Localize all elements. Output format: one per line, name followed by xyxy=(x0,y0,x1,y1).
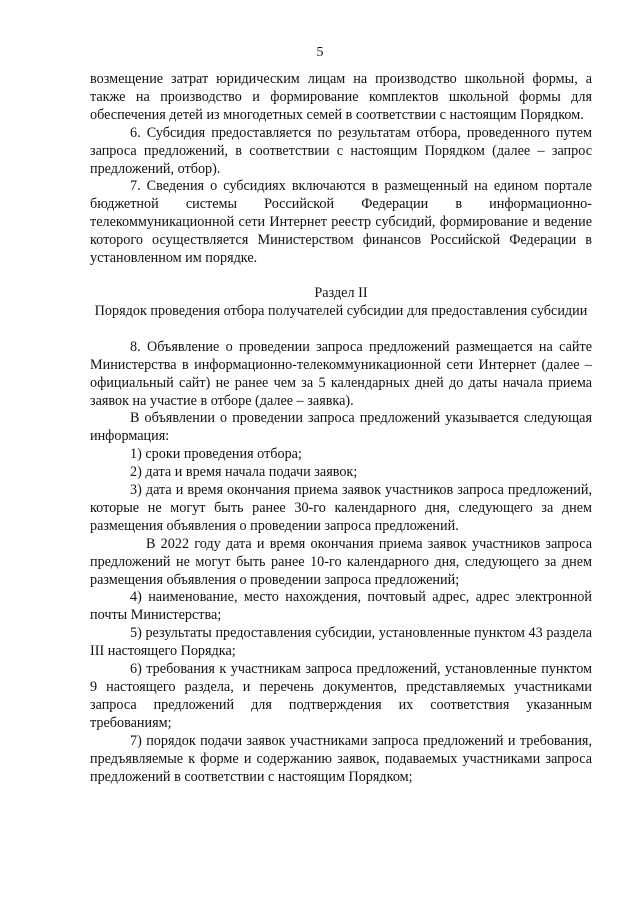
list-item-5: 5) результаты предоставления субсидии, установленные пунктом 43 раздела III настоящего Порядка; xyxy=(90,625,592,660)
list-item-4: 4) наименование, место нахождения, почтовый адрес, адрес электронной почты Министерства; xyxy=(90,589,592,624)
section-number: Раздел II xyxy=(314,284,368,301)
paragraph-continuation: возмещение затрат юридическим лицам на производство школьной формы, а также на производство и формирование комплектов школьной формы для обеспечения детей из многодетных семей в соответствии с настоящим Порядком. xyxy=(90,71,592,123)
paragraph-2022: В 2022 году дата и время окончания приема заявок участников запроса предложений не могут быть ранее 10-го календарного дня, следующего за днем размещения объявления о проведении запроса предложений; xyxy=(90,535,592,588)
paragraph-8: 8. Объявление о проведении запроса предложений размещается на сайте Министерства в информационно-телекоммуникационной сети Интернет (далее – официальный сайт) не ранее чем за 5 календарных дней до даты начала приема заявок на участие в отборе (далее – заявка). xyxy=(90,338,592,409)
list-item-3: 3) дата и время окончания приема заявок участников запроса предложений, которые не могут быть ранее 30-го календарного дня, следующего за днем размещения объявления о проведении запроса предложений. xyxy=(90,482,592,534)
list-item-1: 1) сроки проведения отбора; xyxy=(130,446,302,463)
section-title: Порядок проведения отбора получателей субсидии для предоставления субсидии xyxy=(94,302,588,319)
page-number: 5 xyxy=(316,45,324,60)
paragraph-announcement-info: В объявлении о проведении запроса предложений указывается следующая информация: xyxy=(90,410,592,445)
paragraph-6: 6. Субсидия предоставляется по результатам отбора, проведенного путем запроса предложений, в соответствии с настоящим Порядком (далее – запрос предложений, отбор). xyxy=(90,124,592,177)
document-body xyxy=(90,71,592,786)
list-item-6: 6) требования к участникам запроса предложений, установленные пунктом 9 настоящего раздела, и перечень документов, представляемых участниками запроса предложений для подтверждения их соответствия указанным требованиям; xyxy=(90,661,592,731)
list-item-7: 7) порядок подачи заявок участниками запроса предложений и требования, предъявляемые к форме и содержанию заявок, подаваемых участниками запроса предложений в соответствии с настоящим Порядком; xyxy=(90,732,592,785)
list-item-2: 2) дата и время начала подачи заявок; xyxy=(130,464,358,481)
paragraph-7: 7. Сведения о субсидиях включаются в размещенный на едином портале бюджетной системы Российской Федерации в информационно-телекоммуникационной сети Интернет реестр субсидий, формирование и ведение которого осуществляется Министерством финансов Российской Федерации в установленном им порядке. xyxy=(90,178,592,267)
